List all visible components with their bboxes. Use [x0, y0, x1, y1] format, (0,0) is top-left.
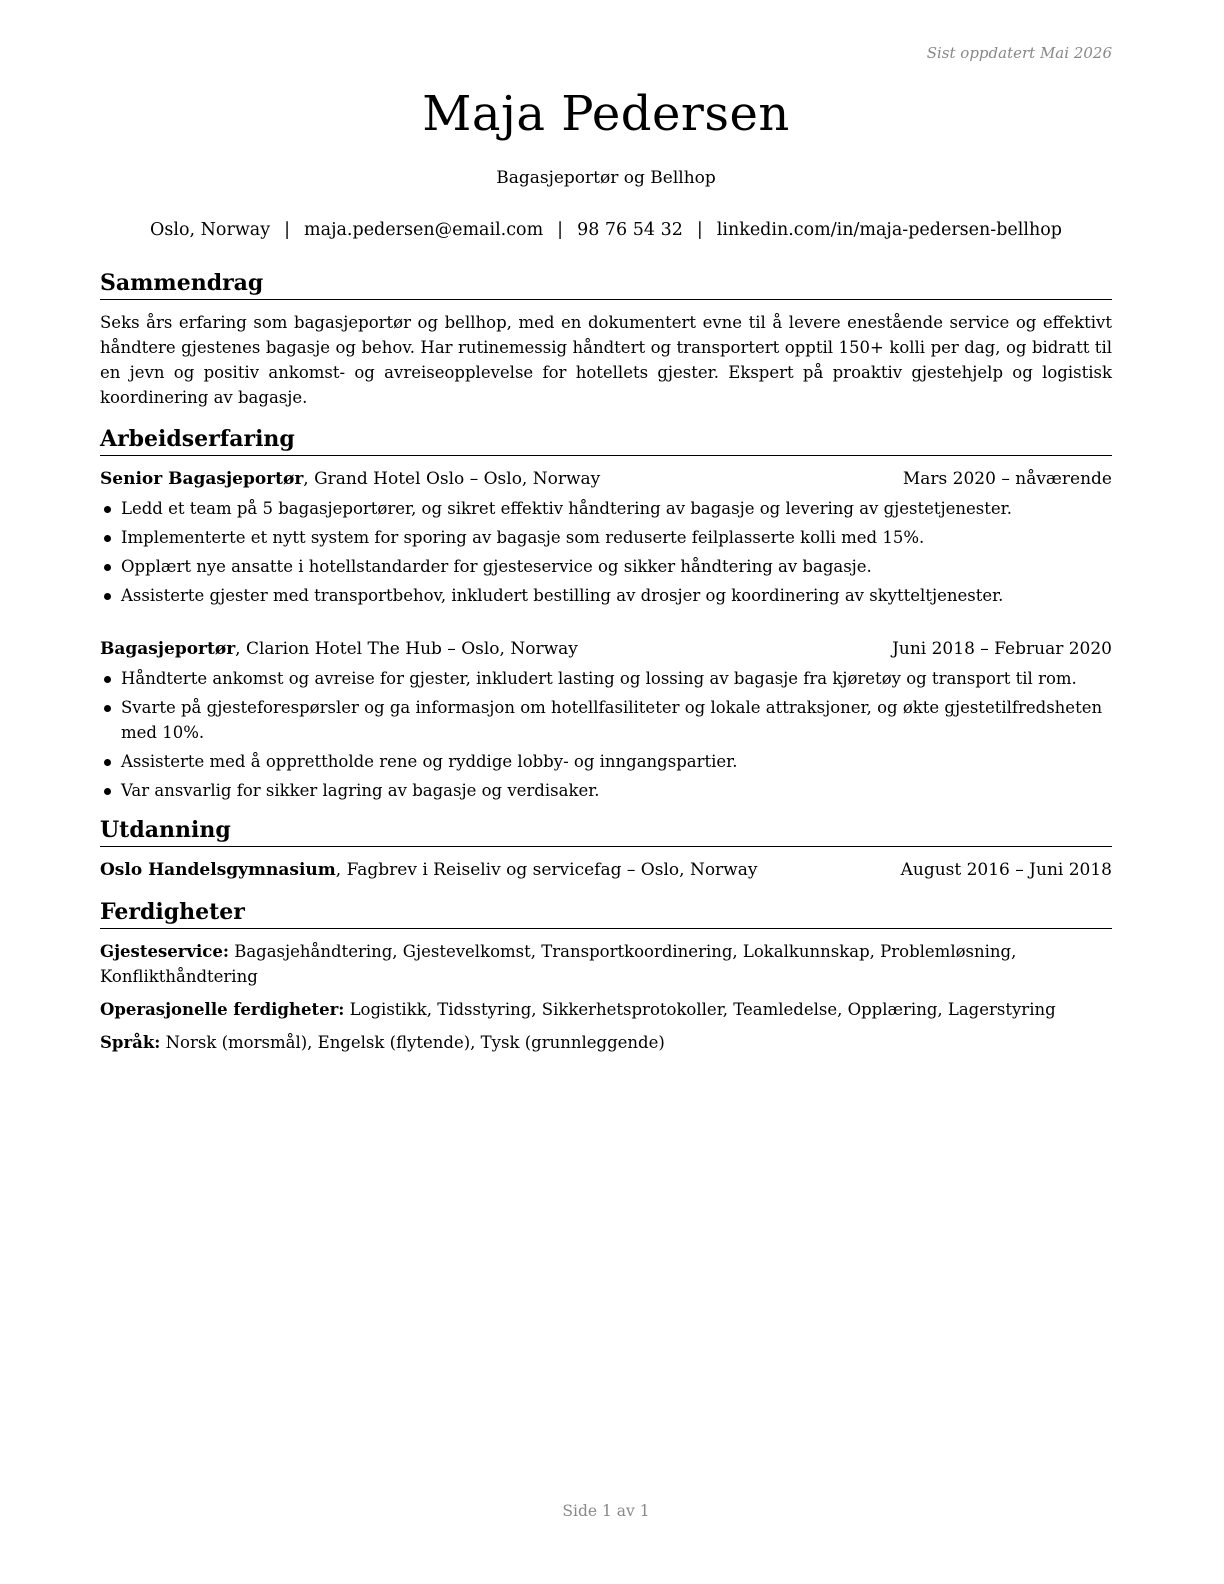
job-dates: Juni 2018 – Februar 2020 [892, 639, 1112, 659]
education-detail: , Fagbrev i Reiseliv og servicefag – Oslo, Norway [335, 860, 758, 880]
contact-linkedin[interactable]: linkedin.com/in/maja-pedersen-bellhop [716, 220, 1062, 240]
experience-section [100, 424, 1112, 803]
contact-email[interactable]: maja.pedersen@email.com [304, 220, 544, 240]
job-bullet: Assisterte med å opprettholde rene og ryddige lobby- og inngangspartier. [100, 749, 1112, 774]
resume-content [100, 268, 1112, 1063]
education-entry [100, 857, 1112, 883]
skill-group [100, 1030, 1112, 1055]
skill-group [100, 939, 1112, 989]
job-role: Senior Bagasjeportør [100, 469, 304, 489]
section-heading-education: Utdanning [100, 815, 1112, 847]
summary-text: Seks års erfaring som bagasjeportør og bellhop, med en dokumentert evne til å levere enestående service og effektivt håndtere gjestenes bagasje og behov. Har rutinemessig håndtert og transportert opptil 150+ kolli per dag, og bidratt til en jevn og positiv ankomst- og avreiseopplevelse for hotellets gjester. Ekspert på proaktiv gjestehjelp og logistisk koordinering av bagasje. [100, 313, 1112, 407]
job-bullet: Assisterte gjester med transportbehov, inkludert bestilling av drosjer og koordinering av skytteltjenester. [100, 583, 1112, 608]
contact-location: Oslo, Norway [150, 220, 271, 240]
job-header [100, 466, 1112, 492]
job-bullet: Håndterte ankomst og avreise for gjester, inkludert lasting og lossing av bagasje fra kjøretøy og transport til rom. [100, 666, 1112, 691]
skills-section [100, 897, 1112, 1055]
section-heading-experience: Arbeidserfaring [100, 424, 1112, 456]
last-updated: Sist oppdatert Mai 2026 [926, 44, 1112, 62]
contact-phone: 98 76 54 32 [577, 220, 683, 240]
contact-separator: | [696, 220, 703, 240]
job-bullet: Svarte på gjesteforespørsler og ga informasjon om hotellfasiliteter og lokale attraksjoner, og økte gjestetilfredsheten med 10%. [100, 695, 1112, 745]
section-heading-skills: Ferdigheter [100, 897, 1112, 929]
candidate-title: Bagasjeportør og Bellhop [496, 168, 716, 188]
job-dates: Mars 2020 – nåværende [902, 469, 1112, 489]
contact-separator: | [557, 220, 564, 240]
skill-group-label: Gjesteservice: [100, 942, 229, 961]
candidate-name: Maja Pedersen [422, 86, 790, 142]
job-bullet: Var ansvarlig for sikker lagring av bagasje og verdisaker. [100, 778, 1112, 803]
job-entry [100, 636, 1112, 803]
job-entry [100, 466, 1112, 608]
page-number: Side 1 av 1 [562, 1502, 650, 1520]
job-header [100, 636, 1112, 662]
job-bullets [100, 666, 1112, 803]
contact-line [100, 220, 1112, 240]
section-heading-summary: Sammendrag [100, 268, 1112, 300]
education-school: Oslo Handelsgymnasium [100, 860, 336, 880]
resume-page [100, 0, 1112, 1584]
job-bullets [100, 496, 1112, 608]
job-bullet: Ledd et team på 5 bagasjeportører, og sikret effektiv håndtering av bagasje og levering av gjestetjenester. [100, 496, 1112, 521]
education-dates: August 2016 – Juni 2018 [900, 860, 1112, 880]
skill-group-items: Bagasjehåndtering, Gjestevelkomst, Transportkoordinering, Lokalkunnskap, Problemløsning, Konflikthåndtering [100, 942, 1017, 986]
education-section [100, 815, 1112, 883]
skill-group [100, 997, 1112, 1022]
job-bullet: Implementerte et nytt system for sporing av bagasje som reduserte feilplasserte kolli med 15%. [100, 525, 1112, 550]
skill-group-items: Logistikk, Tidsstyring, Sikkerhetsprotokoller, Teamledelse, Opplæring, Lagerstyring [344, 1000, 1056, 1019]
job-employer: , Clarion Hotel The Hub – Oslo, Norway [235, 639, 578, 659]
summary-section [100, 268, 1112, 410]
skill-group-label: Språk: [100, 1033, 161, 1052]
job-bullet: Opplært nye ansatte i hotellstandarder for gjesteservice og sikker håndtering av bagasje. [100, 554, 1112, 579]
job-employer: , Grand Hotel Oslo – Oslo, Norway [303, 469, 601, 489]
contact-separator: | [284, 220, 291, 240]
job-role: Bagasjeportør [100, 639, 236, 659]
skill-group-label: Operasjonelle ferdigheter: [100, 1000, 345, 1019]
skill-group-items: Norsk (morsmål), Engelsk (flytende), Tysk (grunnleggende) [160, 1033, 665, 1052]
